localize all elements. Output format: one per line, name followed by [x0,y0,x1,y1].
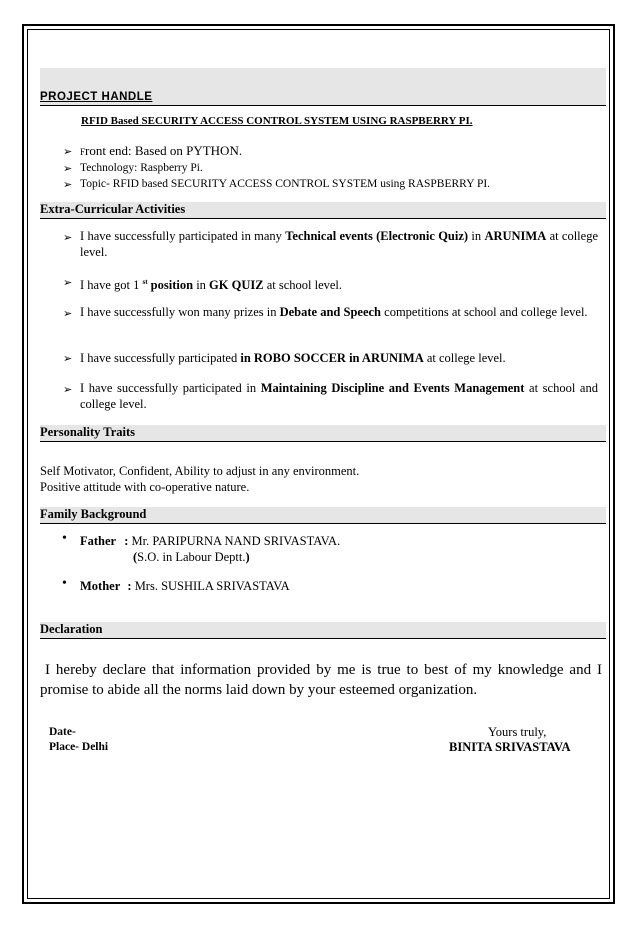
place-label: Place- Delhi [49,741,109,753]
project-title: RFID Based SECURITY ACCESS CONTROL SYSTEM USING RASPBERRY PI. [81,115,473,127]
closing-text: Yours truly, [488,725,547,739]
family-section-header [40,507,606,524]
signature-name: BINITA SRIVASTAVA [449,740,571,754]
project-bullet-3: Topic- RFID based SECURITY ACCESS CONTROL SYSTEM using RASPBERRY PI. [80,178,491,190]
family-heading: Family Background [40,507,147,521]
extra-item-2: I have got 1 $^{st}$ position in GK QUIZ at school level. [80,278,343,293]
project-bullet-2: Technology: Raspberry Pi. [80,162,203,174]
arrow-icon: ➢ [63,146,73,158]
personality-line-2: Positive attitude with co-operative nature. [40,480,250,494]
extra-item-3: I have successfully won many prizes in Debate and Speech competitions at school and college level. [80,305,588,319]
mother-value: Mrs. SUSHILA SRIVASTAVA [134,579,290,593]
extra-heading: Extra-Curricular Activities [40,202,186,216]
father-note: (S.O. in Labour Deptt.) [133,550,250,564]
arrow-icon: ➢ [63,384,73,396]
project-bullet-1: Front end: Based on PYTHON. [80,143,243,158]
father-label: Father [80,534,117,548]
arrow-icon: ➢ [63,353,73,365]
arrow-icon: ➢ [63,179,73,191]
extra-item-1: I have successfully participated in many Technical events (Electronic Quiz) in ARUNIMA at college level. [80,229,598,259]
father-row: Father : Mr. PARIPURNA NAND SRIVASTAVA. [80,534,341,548]
extra-item-4: I have successfully participated in ROBO SOCCER in ARUNIMA at college level. [80,351,506,365]
father-value: Mr. PARIPURNA NAND SRIVASTAVA. [131,534,341,548]
project-heading: PROJECT HANDLE [40,91,153,103]
personality-section-header [40,425,606,442]
declaration-heading: Declaration [40,622,103,636]
declaration-text: I hereby declare that information provided by me is true to best of my knowledge and I promise to abide all the norms laid down by your esteemed organization. [40,662,602,698]
date-label: Date- [49,726,76,738]
bullet-icon: • [62,576,67,591]
mother-label: Mother [80,579,121,593]
arrow-icon: ➢ [63,277,73,289]
bullet-icon: • [62,531,67,546]
personality-heading: Personality Traits [40,425,136,439]
arrow-icon: ➢ [63,163,73,175]
extra-section-header [40,202,606,219]
project-section-header [40,68,606,106]
arrow-icon: ➢ [63,232,73,244]
mother-row: Mother : Mrs. SUSHILA SRIVASTAVA [80,579,290,593]
personality-line-1: Self Motivator, Confident, Ability to adjust in any environment. [40,464,360,478]
extra-item-5: I have successfully participated in Maintaining Discipline and Events Management at school and college level. [80,381,598,411]
declaration-section-header [40,622,606,639]
arrow-icon: ➢ [63,308,73,320]
